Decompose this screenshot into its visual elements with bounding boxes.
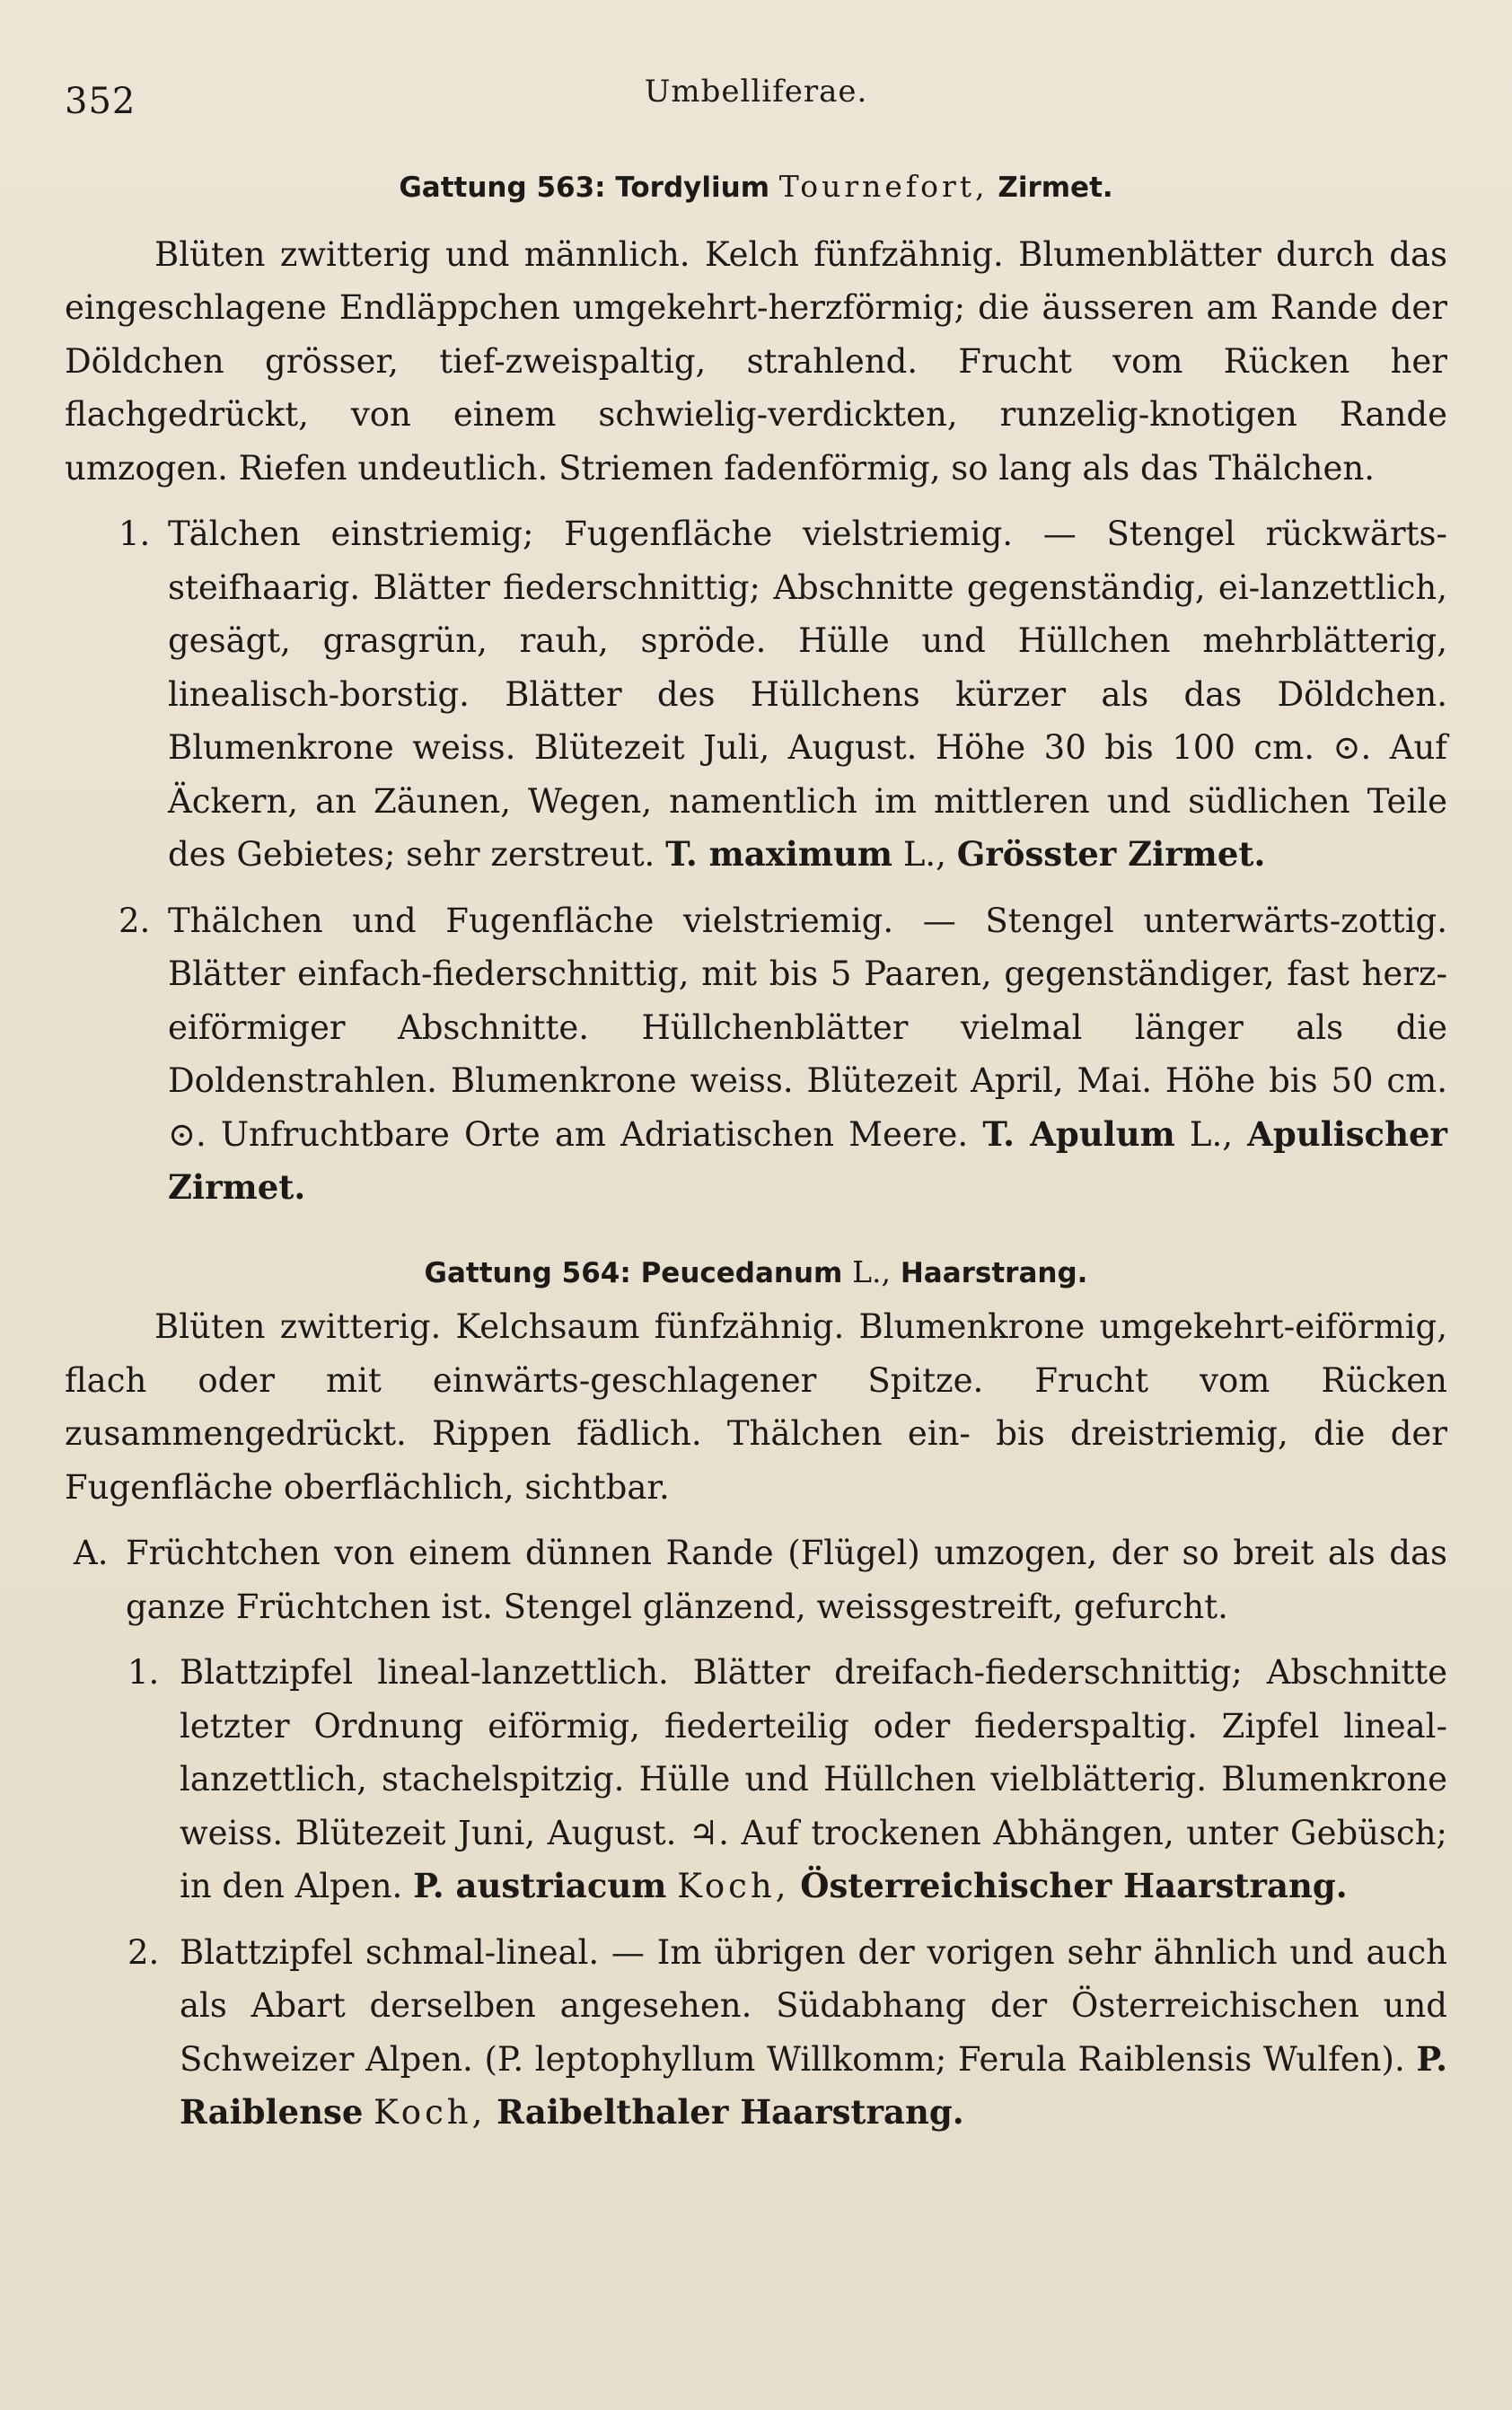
genus-description-peucedanum: Blüten zwitterig. Kelchsaum fünfzähnig. Blumenkrone umgekehrt-eiförmig, flach oder mit einwärts-geschlagener Spitze. Frucht vom Rücken zusammengedrückt. Rippen fädlich. Thälchen ein- bis dreistriemig, die der Fugenfläche oberflächlich, sichtbar. [65, 1307, 1447, 1507]
section-letter: A. [74, 1534, 109, 1572]
section-description: Früchtchen von einem dünnen Rande (Flügel) umzogen, der so breit als das ganze Früchtchen ist. Stengel glänzend, weissgestreift, gefurcht. [126, 1534, 1447, 1626]
genus-description-tordylium: Blüten zwitterig und männlich. Kelch fünfzähnig. Blumenblätter durch das eingeschlagene Endläppchen umgekehrt-herzförmig; die äusseren am Rande der Döldchen grösser, tief-zweispaltig, strahlend. Frucht vom Rücken her flachgedrückt, von einem schwielig-verdickten, runzelig-knotigen Rande umzogen. Riefen undeutlich. Striemen fadenförmig, so lang als das Thälchen. [65, 234, 1447, 488]
page-number: 352 [65, 81, 136, 122]
genus-label: Gattung 564: [424, 1256, 631, 1289]
species-description: Thälchen und Fugenfläche vielstriemig. — Stengel unterwärts-zottig. Blätter einfach-fiederschnittig, mit bis 5 Paaren, gegenständiger, fast herz-eiförmiger Abschnitte. Hüllchenblätter vielmal länger als die Doldenstrahlen. Blumenkrone weiss. Blütezeit April, Mai. Höhe bis 50 cm. ⊙. Unfruchtbare Orte am Adriatischen Meere. [168, 901, 1447, 1154]
species-common-name: Raibelthaler Haarstrang. [497, 2092, 964, 2132]
species-name: P. austriacum [413, 1866, 667, 1905]
species-name: T. Apulum [982, 1113, 1175, 1154]
species-name: T. maximum [665, 834, 893, 874]
genus-common-name: Haarstrang. [900, 1256, 1088, 1289]
genus-name: Tordylium [615, 172, 769, 204]
genus-common-name: Zirmet. [998, 172, 1113, 204]
species-common-name: Apulischer Zirmet. [168, 1113, 1448, 1207]
species-author: Koch, [374, 2093, 487, 2132]
genus-label: Gattung 563: [399, 172, 606, 204]
species-description: Blattzipfel schmal-lineal. — Im übrigen der vorigen sehr ähnlich und auch als Abart derselben angesehen. Südabhang der Österreichischen und Schweizer Alpen. (P. leptophyllum Willkomm; Ferula Raiblensis Wulfen). [180, 1932, 1447, 2079]
genus-heading-tordylium [65, 160, 1447, 215]
item-number: 2. [127, 1932, 160, 1972]
species-entry-p-austriacum [65, 1646, 1447, 1913]
species-entry-t-maximum [65, 507, 1447, 882]
species-entry-t-apulum [65, 894, 1447, 1215]
species-author: L., [1189, 1114, 1234, 1154]
genus-author: L., [852, 1253, 892, 1289]
item-number: 2. [119, 901, 151, 940]
genus-author: Tournefort, [778, 169, 989, 204]
species-description: Blattzipfel lineal-lanzettlich. Blätter dreifach-fiederschnittig; Abschnitte letzter Ordnung eiförmig, fiederteilig oder fiederspaltig. Zipfel lineal-lanzettlich, stachelspitzig. Hülle und Hüllchen vielblätterig. Blumenkrone weiss. Blütezeit Juni, August. ♃. Auf trockenen Abhängen, unter Gebüsch; in den Alpen. [180, 1653, 1447, 1905]
species-name: P. Raiblense [180, 2038, 1448, 2132]
species-entry-p-raiblense [65, 1926, 1447, 2140]
item-number: 1. [119, 515, 151, 553]
species-common-name: Grösster Zirmet. [956, 834, 1266, 874]
species-common-name: Österreichischer Haarstrang. [800, 1866, 1348, 1905]
species-author: Koch, [677, 1867, 790, 1905]
page-body [65, 160, 1447, 2140]
item-number: 1. [127, 1653, 160, 1692]
running-title: Umbelliferae. [644, 74, 868, 110]
species-author: L., [902, 835, 946, 874]
species-description: Tälchen einstriemig; Fugenfläche vielstriemig. — Stengel rückwärts-steifhaarig. Blätter fiederschnittig; Abschnitte gegenständig, ei-lanzettlich, gesägt, grasgrün, rauh, spröde. Hülle und Hüllchen mehrblätterig, linealisch-borstig. Blätter des Hüllchens kürzer als das Döldchen. Blumenkrone weiss. Blütezeit Juli, August. Höhe 30 bis 100 cm. ⊙. Auf Äckern, an Zäunen, Wegen, namentlich im mittleren und südlichen Teile des Gebietes; sehr zerstreut. [168, 515, 1447, 874]
page-header [63, 74, 1449, 128]
section-a [65, 1526, 1447, 1633]
genus-heading-peucedanum [65, 1245, 1447, 1301]
genus-name: Peucedanum [640, 1256, 843, 1289]
